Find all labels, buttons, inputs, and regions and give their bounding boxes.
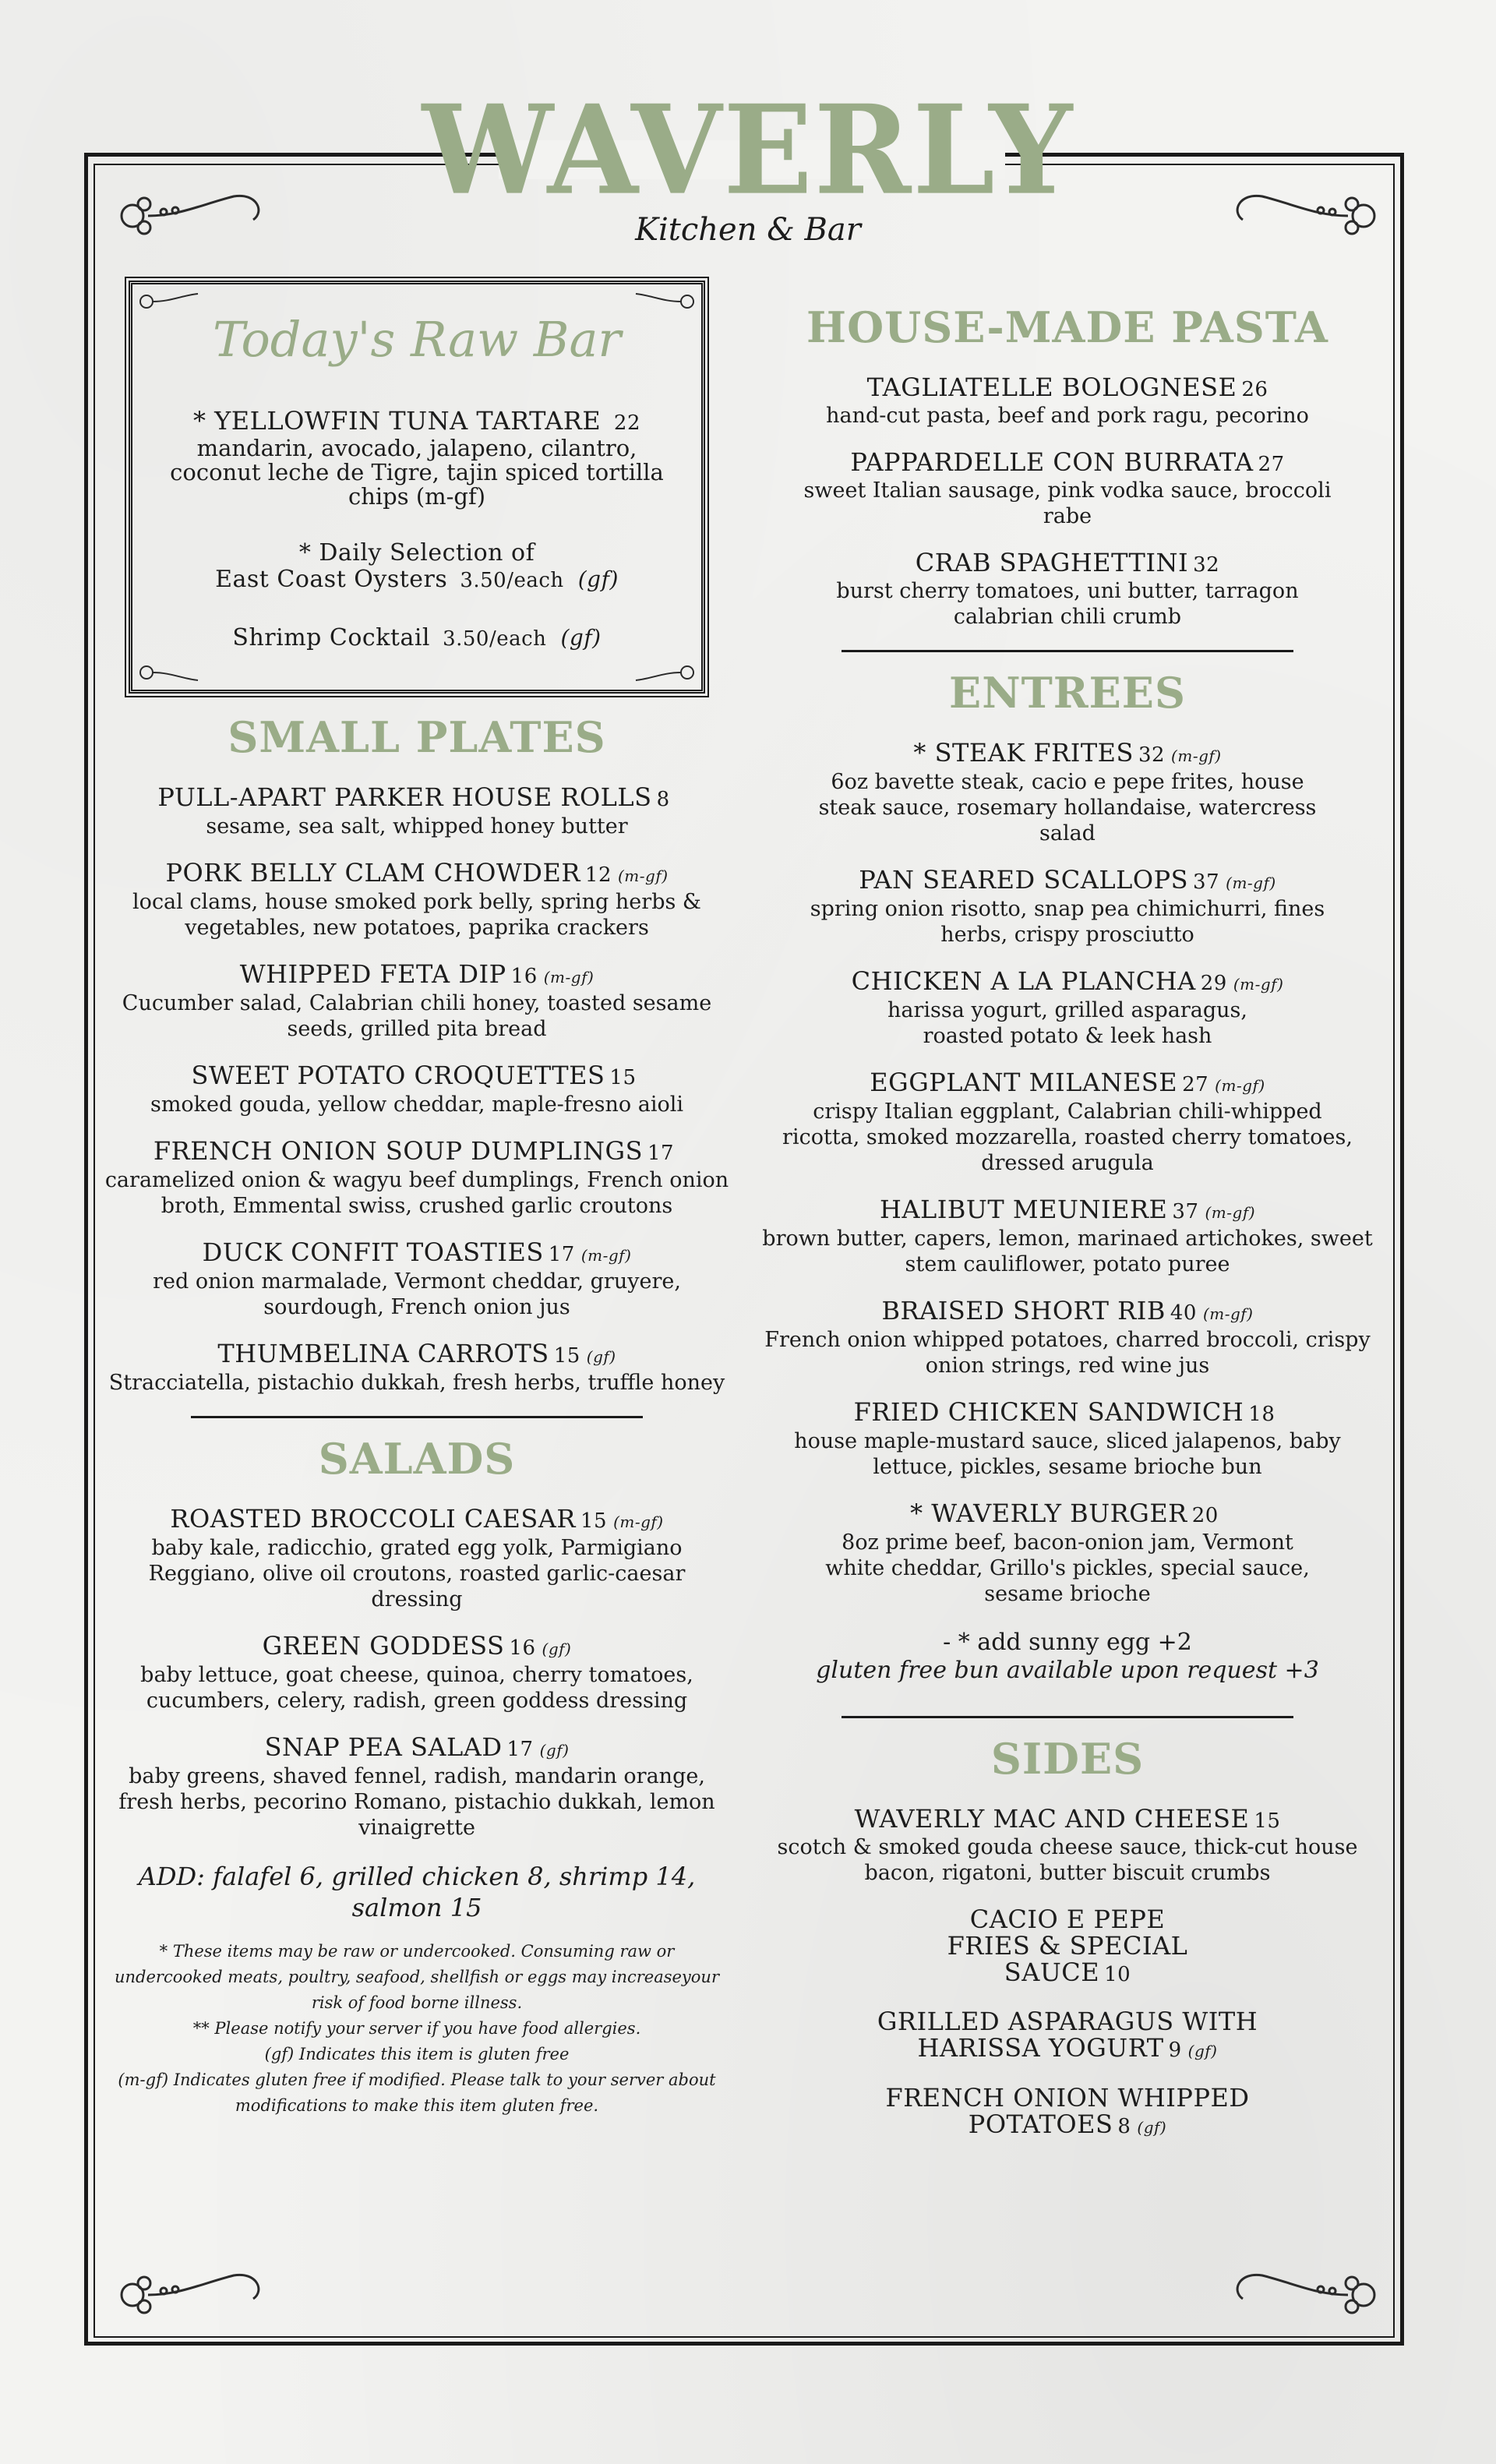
section-divider: [191, 1416, 643, 1418]
item-price: 18: [1248, 1403, 1275, 1426]
modified-gluten-free-note: (m-gf) Indicates gluten free if modified. Please talk to your server about modifications to make this item gluten free.: [118, 2070, 716, 2115]
item-name: WAVERLY MAC AND CHEESE: [854, 1804, 1250, 1834]
item-name: * YELLOWFIN TUNA TARTARE: [192, 406, 602, 436]
menu-item: [756, 1196, 1379, 1277]
item-price: 32: [1138, 743, 1166, 767]
section-title-sides: SIDES: [990, 1734, 1145, 1784]
item-description: burst cherry tomatoes, uni butter, tarragon calabrian chili crumb: [836, 579, 1299, 629]
menu-item: [101, 1138, 732, 1219]
item-price: 17: [506, 1738, 534, 1761]
item-name: PAN SEARED SCALLOPS: [859, 865, 1189, 895]
left-column: [101, 281, 732, 2119]
floral-flourish-icon: [109, 181, 280, 251]
item-dietary-tag: (m-gf): [543, 968, 595, 987]
item-description: harissa yogurt, grilled asparagus, roasted potato & leek hash: [887, 998, 1247, 1048]
menu-item: [756, 449, 1379, 529]
section-title-salads: SALADS: [318, 1434, 516, 1484]
menu-item: [756, 740, 1379, 846]
salads-list: [101, 1506, 732, 1841]
item-price: 9: [1168, 2039, 1182, 2062]
footnotes: [101, 1939, 732, 2119]
item-description: Cucumber salad, Calabrian chili honey, toasted sesame seeds, grilled pita bread: [122, 991, 712, 1041]
floral-flourish-icon: [109, 2260, 280, 2330]
item-dietary-tag: (gf): [577, 567, 619, 592]
item-dietary-tag: (gf): [586, 1347, 616, 1366]
menu-item: [101, 860, 732, 941]
item-dietary-tag: (gf): [560, 625, 602, 651]
item-price: 32: [1193, 553, 1220, 577]
item-name: CHICKEN A LA PLANCHA: [851, 966, 1196, 996]
item-name: * STEAK FRITES: [913, 738, 1134, 768]
burger-extras: [756, 1629, 1379, 1685]
item-description: caramelized onion & wagyu beef dumplings, French onion broth, Emmental swiss, crushed garlic croutons: [104, 1168, 729, 1218]
item-description: Stracciatella, pistachio dukkah, fresh herbs, truffle honey: [108, 1371, 725, 1395]
menu-item: [756, 1297, 1379, 1378]
item-name: SNAP PEA SALAD: [264, 1732, 503, 1762]
item-description: scotch & smoked gouda cheese sauce, thick-cut house bacon, rigatoni, butter biscuit crumbs: [777, 1835, 1358, 1885]
item-price: 15: [1254, 1809, 1281, 1833]
item-name: SWEET POTATO CROQUETTES: [191, 1061, 605, 1090]
item-price: 12: [584, 863, 612, 887]
menu-item: [756, 1806, 1379, 1886]
item-price: 16: [509, 1636, 536, 1660]
floral-flourish-icon: [1216, 2260, 1387, 2330]
section-title-entrees: ENTREES: [949, 668, 1186, 718]
item-price: 3.50/each: [460, 569, 564, 592]
item-dietary-tag: (m-gf): [618, 867, 669, 885]
item-dietary-tag: (gf): [542, 1640, 572, 1658]
item-dietary-tag: (m-gf): [1215, 1076, 1265, 1095]
small-plates-list: [101, 784, 732, 1396]
menu-item: [756, 1399, 1379, 1480]
item-price: 15: [609, 1066, 637, 1089]
item-price: 3.50/each: [443, 627, 547, 651]
entrees-list: [756, 740, 1379, 1607]
item-name: THUMBELINA CARROTS: [217, 1339, 549, 1368]
gluten-free-note: (gf) Indicates this item is gluten free: [264, 2045, 570, 2063]
floral-flourish-icon: [1216, 181, 1387, 251]
item-price: 17: [647, 1142, 675, 1165]
menu-item: [101, 1633, 732, 1714]
item-price: 27: [1182, 1073, 1209, 1096]
item-description: 8oz prime beef, bacon-onion jam, Vermont white cheddar, Grillo's pickles, special sauce, sesame brioche: [825, 1530, 1310, 1606]
menu-item: [756, 1069, 1379, 1176]
sides-list: [756, 1806, 1379, 2141]
item-name: BRAISED SHORT RIB: [881, 1296, 1166, 1326]
item-dietary-tag: (gf): [1137, 2118, 1167, 2137]
item-description: baby greens, shaved fennel, radish, mandarin orange, fresh herbs, pecorino Romano, pistachio dukkah, lemon vinaigrette: [118, 1764, 715, 1840]
item-name: EGGPLANT MILANESE: [870, 1068, 1178, 1097]
menu-item: [756, 2008, 1379, 2064]
item-price: 37: [1172, 1200, 1199, 1223]
item-name: FRENCH ONION WHIPPED POTATOES: [885, 2083, 1250, 2139]
item-dietary-tag: (m-gf): [1205, 1203, 1256, 1222]
item-price: 40: [1170, 1301, 1197, 1325]
item-dietary-tag: (gf): [1187, 2042, 1218, 2060]
item-name: FRENCH ONION SOUP DUMPLINGS: [153, 1136, 644, 1166]
item-price: 15: [553, 1344, 580, 1368]
item-name: CRAB SPAGHETTINI: [915, 548, 1189, 577]
item-name: GRILLED ASPARAGUS WITH HARISSA YOGURT: [877, 2007, 1258, 2063]
item-dietary-tag: (m-gf): [1171, 747, 1222, 765]
menu-item: [756, 867, 1379, 948]
item-description: hand-cut pasta, beef and pork ragu, pecorino: [826, 404, 1309, 428]
corner-flourish-icon: [628, 655, 698, 687]
menu-item: [101, 1734, 732, 1841]
raw-bar-item: [156, 408, 678, 509]
item-price: 37: [1193, 870, 1220, 894]
item-name: PORK BELLY CLAM CHOWDER: [165, 858, 580, 888]
item-price: 27: [1258, 453, 1285, 476]
item-name: PAPPARDELLE CON BURRATA: [850, 447, 1254, 477]
corner-flourish-icon: [136, 288, 206, 319]
item-name: ROASTED BROCCOLI CAESAR: [170, 1504, 576, 1534]
item-name: TAGLIATELLE BOLOGNESE: [866, 372, 1237, 402]
item-price: 8: [656, 788, 670, 811]
restaurant-tagline: Kitchen & Bar: [635, 212, 861, 248]
item-price: 15: [580, 1509, 608, 1533]
item-dietary-tag: (m-gf): [415, 483, 486, 510]
item-price: 22: [613, 411, 641, 435]
item-description: French onion whipped potatoes, charred broccoli, crispy onion strings, red wine jus: [764, 1328, 1371, 1378]
item-description: sweet Italian sausage, pink vodka sauce, broccoli rabe: [803, 478, 1332, 528]
item-dietary-tag: (gf): [539, 1741, 570, 1760]
menu-item: [756, 1500, 1379, 1607]
salad-add-ons: ADD: falafel 6, grilled chicken 8, shrimp 14, salmon 15: [138, 1862, 696, 1922]
raw-bar-item: [156, 625, 678, 652]
item-description: brown butter, capers, lemon, marinaed artichokes, sweet stem cauliflower, potato puree: [762, 1227, 1373, 1276]
gluten-free-bun-note: gluten free bun available upon request +3: [816, 1657, 1319, 1684]
item-name: PULL-APART PARKER HOUSE ROLLS: [157, 782, 652, 812]
section-divider: [842, 1716, 1293, 1718]
item-description: baby kale, radicchio, grated egg yolk, Parmigiano Reggiano, olive oil croutons, roasted garlic-caesar dressing: [148, 1536, 686, 1611]
item-description: smoked gouda, yellow cheddar, maple-fresno aioli: [150, 1093, 684, 1117]
item-description: mandarin, avocado, jalapeno, cilantro, coconut leche de Tigre, tajin spiced tortilla chips: [170, 435, 664, 510]
item-description: 6oz bavette steak, cacio e pepe frites, house steak sauce, rosemary hollandaise, watercress salad: [818, 770, 1317, 845]
item-name: WHIPPED FETA DIP: [239, 959, 506, 989]
restaurant-logo: WAVERLY: [422, 78, 1074, 223]
item-description: baby lettuce, goat cheese, quinoa, cherry tomatoes, cucumbers, celery, radish, green goddess dressing: [140, 1663, 693, 1713]
item-name-line2: East Coast Oysters: [215, 566, 448, 593]
raw-bar-item: [156, 540, 678, 594]
item-price: 20: [1191, 1504, 1219, 1527]
item-description: house maple-mustard sauce, sliced jalapenos, baby lettuce, pickles, sesame brioche bun: [794, 1429, 1341, 1479]
menu-item: [756, 1906, 1379, 1988]
item-description: crispy Italian eggplant, Calabrian chili-whipped ricotta, smoked mozzarella, roasted cherry tomatoes, dressed arugula: [782, 1100, 1353, 1175]
item-description: local clams, house smoked pork belly, spring herbs & vegetables, new potatoes, paprika crackers: [132, 890, 701, 940]
section-title-pasta: HOUSE-MADE PASTA: [806, 302, 1328, 352]
add-egg-note: - * add sunny egg +2: [943, 1629, 1192, 1656]
menu-item: [756, 2085, 1379, 2141]
allergy-note: ** Please notify your server if you have food allergies.: [192, 2019, 641, 2038]
item-name: CACIO E PEPE FRIES & SPECIAL SAUCE: [947, 1904, 1188, 1987]
item-dietary-tag: (m-gf): [1233, 975, 1284, 994]
right-column: [756, 304, 1379, 2161]
section-divider: [842, 650, 1293, 652]
menu-item: [101, 1340, 732, 1396]
menu-item: [101, 784, 732, 839]
menu-item: [756, 549, 1379, 630]
item-dietary-tag: (m-gf): [580, 1246, 632, 1265]
item-price: 10: [1104, 1963, 1131, 1986]
menu-item: [756, 968, 1379, 1049]
item-name: * Daily Selection of: [298, 539, 535, 567]
item-description: red onion marmalade, Vermont cheddar, gruyere, sourdough, French onion jus: [153, 1269, 681, 1319]
item-dietary-tag: (m-gf): [613, 1513, 664, 1531]
item-price: 17: [548, 1243, 575, 1266]
corner-flourish-icon: [628, 288, 698, 319]
raw-bar-title: Today's Raw Bar: [212, 311, 622, 368]
menu-item: [101, 1239, 732, 1320]
item-name: GREEN GODDESS: [262, 1631, 505, 1661]
menu-item: [756, 374, 1379, 429]
item-description: spring onion risotto, snap pea chimichurri, fines herbs, crispy prosciutto: [810, 897, 1325, 947]
item-price: 26: [1241, 378, 1268, 401]
raw-food-warning: * These items may be raw or undercooked. Consuming raw or undercooked meats, poultry, seafood, shellfish or eggs may increaseyour risk of food borne illness.: [114, 1942, 719, 2012]
corner-flourish-icon: [136, 655, 206, 687]
pasta-list: [756, 374, 1379, 630]
item-dietary-tag: (m-gf): [1202, 1304, 1254, 1323]
item-name: FRIED CHICKEN SANDWICH: [853, 1397, 1244, 1427]
menu-item: [101, 961, 732, 1042]
menu-item: [101, 1506, 732, 1612]
item-name: * WAVERLY BURGER: [910, 1499, 1187, 1528]
item-name: DUCK CONFIT TOASTIES: [202, 1237, 544, 1267]
item-description: sesame, sea salt, whipped honey butter: [206, 814, 628, 838]
raw-bar-box: [129, 281, 705, 694]
item-name: Shrimp Cocktail: [232, 624, 431, 651]
menu-item: [101, 1062, 732, 1117]
item-price: 8: [1117, 2115, 1131, 2138]
item-name: HALIBUT MEUNIERE: [879, 1195, 1168, 1224]
section-title-small-plates: SMALL PLATES: [228, 712, 606, 762]
item-price: 29: [1200, 972, 1227, 995]
item-dietary-tag: (m-gf): [1226, 874, 1276, 892]
item-price: 16: [510, 965, 538, 988]
